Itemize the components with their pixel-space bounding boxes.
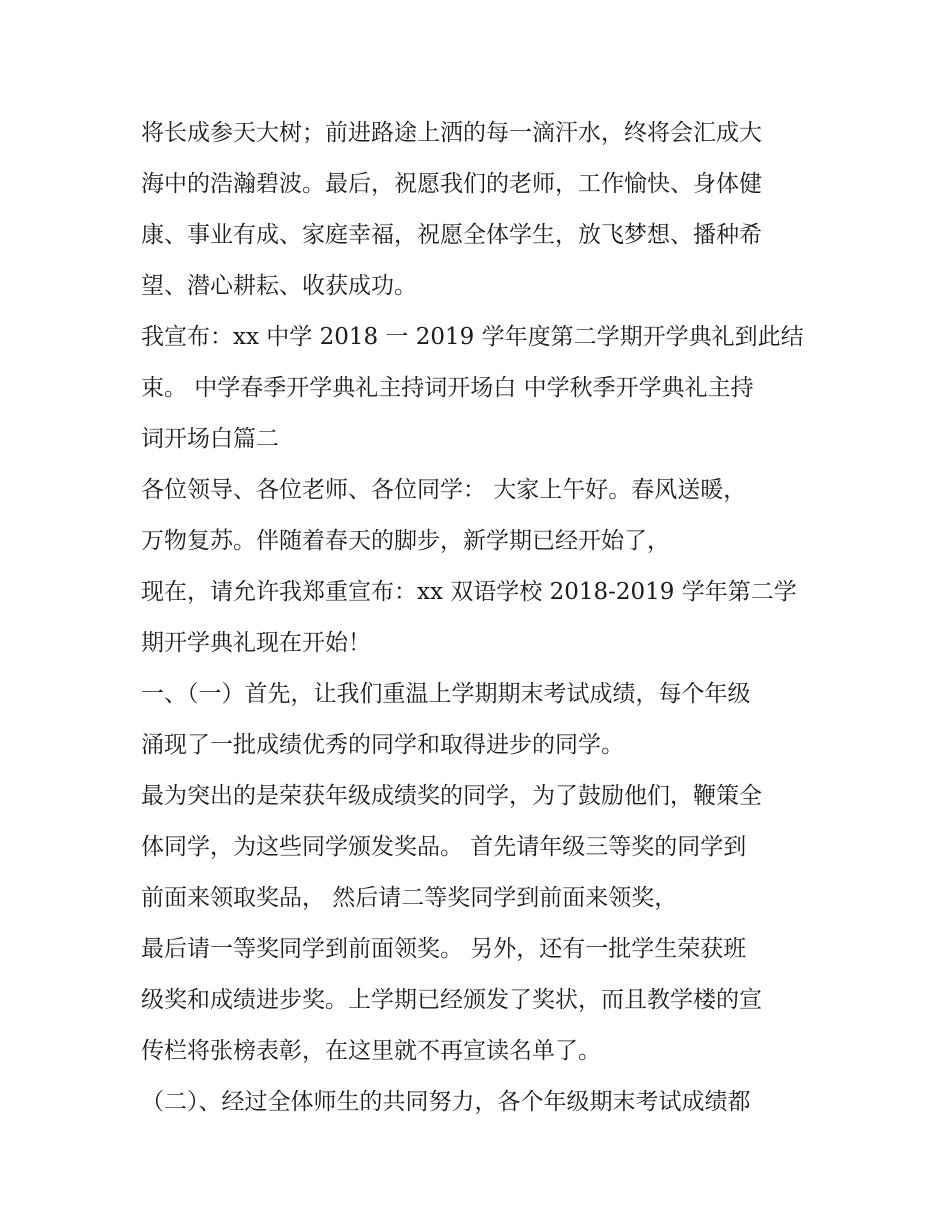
- text-line: 涌现了一批成绩优秀的同学和取得进步的同学。: [141, 732, 624, 758]
- text-line: 万物复苏。伴随着春天的脚步，新学期已经开始了，: [141, 528, 670, 554]
- text-line: 词开场白篇二: [141, 426, 279, 452]
- text-line: 我宣布：xx 中学 2018 一 2019 学年度第二学期开学典礼到此结: [141, 324, 804, 350]
- text-line: 体同学，为这些同学颁发奖品。 首先请年级三等奖的同学到: [141, 834, 747, 860]
- text-line: 前面来领取奖品， 然后请二等奖同学到前面来领奖，: [141, 885, 678, 911]
- text-line: 望、潜心耕耘、收获成功。: [141, 273, 417, 299]
- document-body: [141, 108, 821, 1128]
- text-line: 最为突出的是荣获年级成绩奖的同学，为了鼓励他们，鞭策全: [141, 783, 762, 809]
- text-line: 束。 中学春季开学典礼主持词开场白 中学秋季开学典礼主持: [141, 375, 754, 401]
- text-line: 期开学典礼现在开始！: [141, 630, 371, 656]
- text-line: （二）、经过全体师生的共同努力，各个年级期末考试成绩都: [141, 1089, 751, 1115]
- text-line: 一、（一）首先，让我们重温上学期期末考试成绩，每个年级: [141, 681, 751, 707]
- text-line: 将长成参天大树；前进路途上洒的每一滴汗水，终将会汇成大: [141, 120, 762, 146]
- text-line: 传栏将张榜表彰，在这里就不再宣读名单了。: [141, 1038, 601, 1064]
- text-line: 最后请一等奖同学到前面领奖。 另外，还有一批学生荣获班: [141, 936, 747, 962]
- text-line: 康、事业有成、家庭幸福，祝愿全体学生，放飞梦想、播种希: [141, 222, 762, 248]
- text-line: 各位领导、各位老师、各位同学： 大家上午好。春风送暖，: [141, 477, 747, 503]
- text-line: 现在，请允许我郑重宣布：xx 双语学校 2018-2019 学年第二学: [141, 579, 797, 605]
- text-line: 级奖和成绩进步奖。上学期已经颁发了奖状，而且教学楼的宣: [141, 987, 762, 1013]
- text-line: 海中的浩瀚碧波。最后，祝愿我们的老师，工作愉快、身体健: [141, 171, 762, 197]
